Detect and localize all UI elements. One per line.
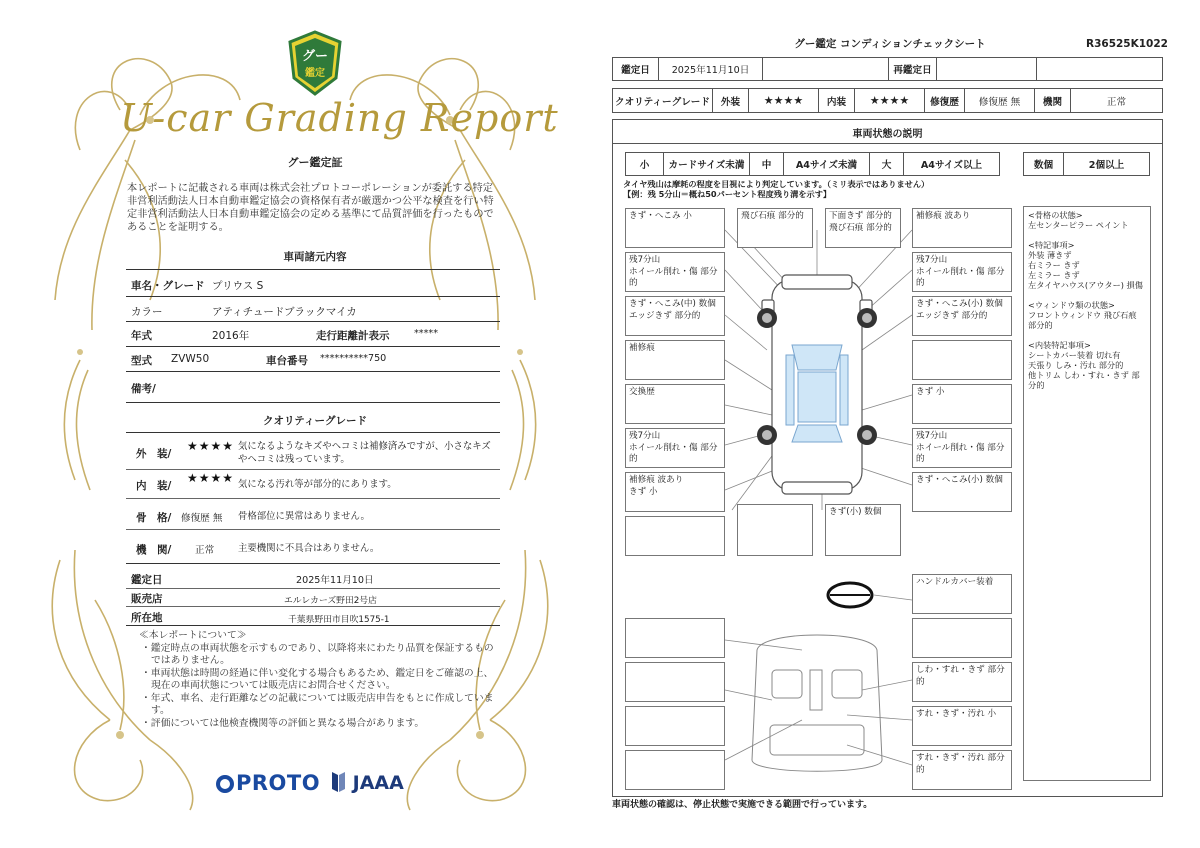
- condition-box-rear-right: きず・へこみ(小) 数個: [912, 472, 1012, 512]
- divider: [126, 371, 500, 372]
- size-small: 小: [626, 153, 664, 176]
- note-item: ・評価については他検査機関等の評価と異なる場合があります。: [141, 717, 425, 729]
- divider: [612, 143, 1163, 144]
- divider: [126, 321, 500, 322]
- year-value: 2016年: [212, 330, 250, 342]
- date-table: [612, 57, 1163, 81]
- condition-box-front-glass: 飛び石痕 部分的: [737, 208, 813, 248]
- count-legend-table: [1023, 152, 1150, 176]
- condition-box-tire-rr: 残7分山 ホイール削れ・傷 部分的: [912, 428, 1012, 468]
- remarks-label: 備考/: [131, 383, 156, 395]
- empty-cell: [763, 58, 889, 81]
- condition-box-interior-6: すれ・きず・汚れ 小: [912, 706, 1012, 746]
- condition-box-interior-4: しわ・すれ・きず 部分的: [912, 662, 1012, 702]
- address-label: 所在地: [131, 612, 163, 624]
- condition-box-interior-5: [625, 706, 725, 746]
- model-value: ZVW50: [171, 353, 210, 365]
- report-code: R36525K1022: [1086, 38, 1168, 50]
- certificate-body: 本レポートに記載される車両は株式会社プロトコーポレーションが委託する特定非営利活動法人日本自動車鑑定協会の資格保有者が厳選かつ公平な検査を行い特定非営利活動法人日本自動車鑑定協会の定める基準にて品質評価を行ったものであることを証明する。: [127, 183, 494, 233]
- grade-exterior-stars: ★★★★: [748, 89, 818, 113]
- divider: [126, 529, 500, 530]
- divider: [126, 432, 500, 433]
- divider: [126, 625, 500, 626]
- svg-text:鑑定: 鑑定: [305, 68, 325, 79]
- size-large-desc: A4サイズ以上: [904, 153, 1000, 176]
- note-item: ・鑑定時点の車両状態を示すものであり、以降将来にわたり品質を保証するものではありません。: [141, 642, 494, 666]
- chassis-label: 車台番号: [266, 355, 308, 367]
- frame-label: 骨 格/: [136, 512, 172, 524]
- condition-box-front-left: きず・へこみ 小: [625, 208, 725, 248]
- jaaa-logo-text: JAAA: [352, 772, 404, 794]
- divider: [126, 269, 500, 270]
- condition-box-door-rl: 交換歴: [625, 384, 725, 424]
- grade-table: [612, 88, 1163, 113]
- condition-box-tire-fr: 残7分山 ホイール削れ・傷 部分的: [912, 252, 1012, 292]
- jaaa-logo: [330, 771, 404, 794]
- car-name-label: 車名・グレード: [131, 280, 205, 292]
- exterior-desc: 気になるようなキズやヘコミは補修済みですが、小さなキズやヘコミは残っています。: [238, 441, 491, 465]
- condition-box-steering: ハンドルカバー装着: [912, 574, 1012, 614]
- year-label: 年式: [131, 330, 152, 342]
- count-desc: 2個以上: [1064, 153, 1150, 176]
- grade-repair-value: 修復歴 無: [964, 89, 1034, 113]
- grade-interior-stars: ★★★★: [854, 89, 924, 113]
- proto-logo-text: PROTO: [236, 771, 321, 795]
- condition-box-tire-rl: 残7分山 ホイール削れ・傷 部分的: [625, 428, 725, 468]
- divider: [126, 563, 500, 564]
- tread-note: [623, 179, 1013, 199]
- redate-value: [937, 58, 1037, 81]
- mileage-value: *****: [414, 328, 438, 339]
- spec-section-title: 車両諸元内容: [283, 251, 347, 263]
- notes-title: ≪本レポートについて≫: [139, 630, 247, 641]
- condition-box-front-right: 補修痕 波あり: [912, 208, 1012, 248]
- tread-note-line: 【例：残 5分山＝概ね50パーセント程度残り溝を示す】: [623, 189, 832, 199]
- exterior-stars: ★★★★: [187, 439, 235, 453]
- note-item: ・年式、車名、走行距離などの記載については販売店申告をもとに作成しています。: [141, 692, 494, 716]
- frame-value: 修復歴 無: [181, 513, 223, 524]
- mileage-label: 走行距離計表示: [316, 330, 390, 342]
- interior-desc: 気になる汚れ等が部分的にあります。: [238, 479, 397, 490]
- count-label: 数個: [1024, 153, 1064, 176]
- divider: [126, 588, 500, 589]
- frame-notes: <骨格の状態> 左センターピラー ペイント: [1028, 210, 1129, 230]
- grade-exterior-label: 外装: [712, 89, 748, 113]
- window-notes: <ウィンドウ類の状態> フロントウィンドウ 飛び石痕 部分的: [1028, 300, 1137, 330]
- jaaa-mark-icon: [330, 771, 346, 793]
- color-label: カラー: [131, 306, 163, 318]
- size-legend-table: [625, 152, 1000, 176]
- condition-box-front-under: 下面きず 部分的 飛び石痕 部分的: [825, 208, 901, 248]
- proto-logo: [216, 771, 320, 795]
- frame-desc: 骨格部位に異常はありません。: [238, 511, 370, 522]
- date-value: 2025年11月10日: [659, 58, 763, 81]
- size-small-desc: カードサイズ未満: [664, 153, 750, 176]
- size-medium-desc: A4サイズ未満: [784, 153, 870, 176]
- chassis-value: **********750: [320, 353, 387, 364]
- special-notes-panel: [1023, 206, 1151, 781]
- divider: [126, 469, 500, 470]
- quality-grade-title: クオリティーグレード: [263, 415, 367, 427]
- tread-note-line: タイヤ残山は摩耗の程度を目視により判定しています。（ミリ表示ではありません）: [623, 179, 930, 189]
- condition-box-interior-2: [912, 618, 1012, 658]
- divider: [126, 498, 500, 499]
- proto-mark-icon: [216, 775, 234, 793]
- footer-note: 車両状態の確認は、停止状態で実施できる範囲で行っています。: [612, 800, 873, 810]
- condition-title: 車両状態の説明: [852, 129, 923, 140]
- report-script-title: U-car Grading Report: [120, 96, 559, 140]
- condition-box-fender-right: きず・へこみ(小) 数個 エッジきず 部分的: [912, 296, 1012, 336]
- condition-box-interior-8: すれ・きず・汚れ 部分的: [912, 750, 1012, 790]
- condition-box-fender-left: きず・へこみ(中) 数個 エッジきず 部分的: [625, 296, 725, 336]
- date-label: 鑑定日: [613, 58, 659, 81]
- divider: [126, 606, 500, 607]
- condition-box-door-fr: [912, 340, 1012, 380]
- car-name-value: プリウス S: [212, 280, 264, 292]
- color-value: アティチュードブラックマイカ: [212, 306, 357, 318]
- report-notes: [139, 630, 494, 730]
- goo-kantei-badge-icon: [286, 30, 344, 96]
- interior-stars: ★★★★: [187, 471, 235, 485]
- shop-value: エルレカーズ野田2号店: [284, 596, 377, 606]
- condition-box-tire-fl: 残7分山 ホイール削れ・傷 部分的: [625, 252, 725, 292]
- exterior-label: 外 装/: [136, 448, 172, 460]
- check-sheet-title: グー鑑定 コンディションチェックシート: [794, 38, 986, 50]
- shop-label: 販売店: [131, 593, 163, 605]
- note-item: ・車両状態は時間の経過に伴い変化する場合もあるため、鑑定日をご確認の上、現在の車両状態については販売店にお問合せください。: [141, 667, 494, 691]
- condition-box-door-fl: 補修痕: [625, 340, 725, 380]
- grade-engine-label: 機関: [1034, 89, 1070, 113]
- condition-box-door-rr: きず 小: [912, 384, 1012, 424]
- condition-box-rear-bottom-left: [625, 516, 725, 556]
- condition-box-rear-left: 補修痕 波あり きず 小: [625, 472, 725, 512]
- size-medium: 中: [750, 153, 784, 176]
- condition-box-interior-3: [625, 662, 725, 702]
- condition-box-interior-1: [625, 618, 725, 658]
- divider: [126, 346, 500, 347]
- condition-box-interior-7: [625, 750, 725, 790]
- divider: [126, 296, 500, 297]
- size-large: 大: [870, 153, 904, 176]
- grade-repair-label: 修復歴: [924, 89, 964, 113]
- engine-label: 機 関/: [136, 544, 172, 556]
- special-notes: <特記事項> 外装 薄きず 右ミラー きず 左ミラー きず 左タイヤハウス(アウター) 損傷: [1028, 240, 1143, 290]
- model-label: 型式: [131, 355, 152, 367]
- condition-box-rear-bumper: きず(小) 数個: [825, 504, 901, 556]
- grading-date-label: 鑑定日: [131, 574, 163, 586]
- interior-label: 内 装/: [136, 480, 172, 492]
- grade-engine-value: 正常: [1070, 89, 1162, 113]
- grade-interior-label: 内装: [818, 89, 854, 113]
- grading-date-value: 2025年11月10日: [296, 575, 374, 586]
- interior-notes: <内装特記事項> シートカバー装着 切れ有 天張り しみ・汚れ 部分的 他トリム しわ・すれ・きず 部分的: [1028, 340, 1140, 390]
- svg-text:グー: グー: [301, 49, 329, 64]
- empty-cell: [1037, 58, 1163, 81]
- engine-value: 正常: [195, 545, 215, 556]
- condition-box-rear-center: [737, 504, 813, 556]
- address-value: 千葉県野田市目吹1575-1: [288, 615, 390, 625]
- redate-label: 再鑑定日: [889, 58, 937, 81]
- grade-label: クオリティーグレード: [613, 89, 713, 113]
- certificate-title: グー鑑定証: [287, 156, 343, 169]
- engine-desc: 主要機関に不具合はありません。: [238, 543, 380, 554]
- divider: [126, 402, 500, 403]
